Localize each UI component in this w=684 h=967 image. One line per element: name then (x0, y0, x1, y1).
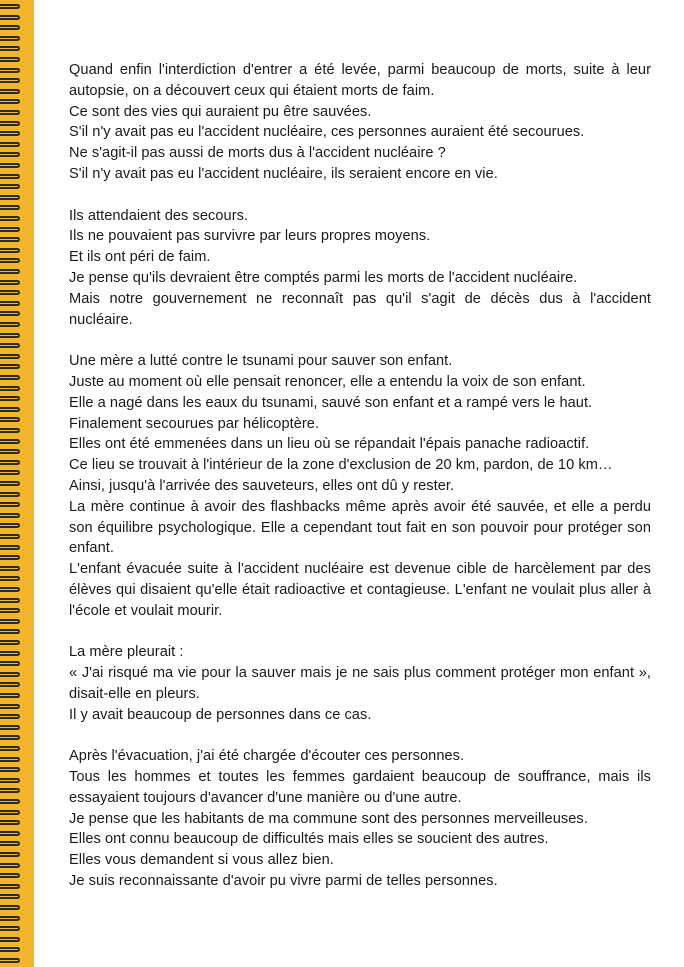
binding-coil (0, 174, 20, 179)
binding-coil (0, 184, 20, 189)
binding-coil (0, 237, 20, 242)
text-line: Elles ont connu beaucoup de difficultés mais elles se soucient des autres. (69, 831, 549, 848)
binding-coil (0, 46, 20, 51)
binding-coil (0, 269, 20, 274)
text-line: Ainsi, jusqu'à l'arrivée des sauveteurs, elles ont dû y rester. (69, 477, 455, 494)
binding-coil (0, 301, 20, 306)
binding-coil (0, 163, 20, 168)
binding-coil (0, 36, 20, 41)
binding-coil (0, 142, 20, 147)
text-line: Elles ont été emmenées dans un lieu où se répandait l'épais panache radioactif. (69, 436, 590, 453)
binding-coil (0, 322, 20, 327)
binding-coil (0, 799, 20, 804)
binding-coil (0, 746, 20, 751)
binding-coil (0, 682, 20, 687)
binding-coil (0, 195, 20, 200)
binding-coil (0, 725, 20, 730)
binding-coil (0, 131, 20, 136)
binding-coil (0, 407, 20, 412)
text-line: La mère continue à avoir des flashbacks même après avoir été sauvée, et elle a perdu son équilibre psychologique. Elle a cependant tout fait en son pouvoir pour protéger son enfant. (69, 498, 651, 557)
binding-coil (0, 555, 20, 560)
binding-coil (0, 778, 20, 783)
binding-coil (0, 481, 20, 486)
binding-coil (0, 598, 20, 603)
binding-coil (0, 863, 20, 868)
binding-coil (0, 311, 20, 316)
binding-coil (0, 152, 20, 157)
paragraph-2 (69, 206, 651, 331)
binding-coil (0, 545, 20, 550)
paragraph-4 (69, 642, 651, 725)
text-line: L'enfant évacuée suite à l'accident nucléaire est devenue cible de harcèlement par des élèves qui disaient qu'elle était radioactive et contagieuse. L'enfant ne voulait plus aller à l'école et voulait mourir. (69, 561, 651, 619)
text-line: Mais notre gouvernement ne reconnaît pas qu'il s'agit de décès dus à l'accident nucléaire. (69, 290, 651, 328)
binding-coil (0, 15, 20, 20)
binding-coil (0, 428, 20, 433)
binding-coil (0, 947, 20, 952)
binding-coil (0, 375, 20, 380)
binding-coil (0, 25, 20, 30)
binding-coil (0, 343, 20, 348)
binding-coil (0, 735, 20, 740)
binding-coil (0, 693, 20, 698)
text-line: Je suis reconnaissante d'avoir pu vivre parmi de telles personnes. (69, 873, 498, 890)
binding-coil (0, 714, 20, 719)
text-line: Tous les hommes et toutes les femmes gardaient beaucoup de souffrance, mais ils essayaient toujours d'avancer d'une manière ou d'une autre. (69, 769, 651, 806)
binding-coil (0, 417, 20, 422)
binding-coil (0, 958, 20, 963)
text-line: Quand enfin l'interdiction d'entrer a été levée, parmi beaucoup de morts, suite à leur autopsie, on a découvert ceux qui étaient morts de faim. (69, 62, 651, 99)
binding-coil (0, 523, 20, 528)
binding-coil (0, 205, 20, 210)
paragraph-5 (69, 746, 651, 892)
binding-coil (0, 280, 20, 285)
binding-coil (0, 460, 20, 465)
text-line: Elle a nagé dans les eaux du tsunami, sauvé son enfant et a rampé vers le haut. (69, 394, 593, 411)
binding-coil (0, 502, 20, 507)
binding-coil (0, 121, 20, 126)
binding-coil (0, 905, 20, 910)
binding-coil (0, 788, 20, 793)
binding-coil (0, 937, 20, 942)
paragraph-1 (69, 60, 651, 185)
text-line: Ils ne pouvaient pas survivre par leurs propres moyens. (69, 228, 431, 245)
binding-coil (0, 841, 20, 846)
paragraph-3 (69, 351, 651, 621)
binding-coil (0, 629, 20, 634)
binding-coil (0, 333, 20, 338)
document-body (69, 60, 651, 913)
binding-coil (0, 640, 20, 645)
binding-coil (0, 672, 20, 677)
spiral-binding (0, 0, 34, 967)
binding-coil (0, 566, 20, 571)
binding-coil (0, 290, 20, 295)
binding-coil (0, 99, 20, 104)
text-line: Et ils ont péri de faim. (69, 249, 211, 266)
text-line: S'il n'y avait pas eu l'accident nucléaire, ils seraient encore en vie. (69, 165, 498, 182)
text-line: Finalement secourues par hélicoptère. (69, 415, 320, 432)
binding-coil (0, 916, 20, 921)
binding-coil (0, 810, 20, 815)
text-line: S'il n'y avait pas eu l'accident nucléaire, ces personnes auraient été secourues. (69, 124, 585, 141)
binding-coil (0, 651, 20, 656)
binding-coil (0, 439, 20, 444)
text-line: « J'ai risqué ma vie pour la sauver mais je ne sais plus comment protéger mon enfant », disait-elle en pleurs. (69, 665, 651, 702)
binding-coil (0, 619, 20, 624)
binding-coil (0, 396, 20, 401)
text-line: Je pense que les habitants de ma commune sont des personnes merveilleuses. (69, 810, 588, 827)
binding-coil (0, 587, 20, 592)
binding-coil (0, 78, 20, 83)
binding-coil (0, 386, 20, 391)
binding-coil (0, 767, 20, 772)
binding-coil (0, 4, 20, 9)
binding-coil (0, 364, 20, 369)
binding-coil (0, 248, 20, 253)
binding-coil (0, 661, 20, 666)
binding-coil (0, 354, 20, 359)
binding-coil (0, 89, 20, 94)
binding-coil (0, 608, 20, 613)
binding-coil (0, 449, 20, 454)
text-line: Juste au moment où elle pensait renoncer, elle a entendu la voix de son enfant. (69, 373, 586, 390)
binding-coil (0, 57, 20, 62)
binding-coil (0, 492, 20, 497)
text-line: Ne s'agit-il pas aussi de morts dus à l'accident nucléaire ? (69, 145, 446, 162)
text-line: Ce lieu se trouvait à l'intérieur de la zone d'exclusion de 20 km, pardon, de 10 km… (69, 457, 613, 474)
binding-coil (0, 873, 20, 878)
binding-coil (0, 926, 20, 931)
binding-coil (0, 110, 20, 115)
text-line: Une mère a lutté contre le tsunami pour sauver son enfant. (69, 353, 453, 370)
text-line: Ce sont des vies qui auraient pu être sauvées. (69, 103, 372, 120)
binding-coil (0, 576, 20, 581)
binding-coil (0, 216, 20, 221)
binding-coil (0, 534, 20, 539)
text-line: Il y avait beaucoup de personnes dans ce cas. (69, 706, 372, 723)
binding-coil (0, 258, 20, 263)
binding-coil (0, 820, 20, 825)
binding-coil (0, 227, 20, 232)
text-line: La mère pleurait : (69, 644, 184, 661)
binding-coil (0, 894, 20, 899)
binding-coil (0, 757, 20, 762)
binding-coil (0, 68, 20, 73)
binding-coil (0, 704, 20, 709)
text-line: Elles vous demandent si vous allez bien. (69, 852, 334, 869)
text-line: Ils attendaient des secours. (69, 207, 249, 224)
binding-coil (0, 852, 20, 857)
text-line: Je pense qu'ils devraient être comptés parmi les morts de l'accident nucléaire. (69, 269, 578, 286)
binding-coil (0, 831, 20, 836)
text-line: Après l'évacuation, j'ai été chargée d'écouter ces personnes. (69, 748, 465, 765)
binding-coil (0, 884, 20, 889)
binding-coil (0, 470, 20, 475)
binding-coil (0, 513, 20, 518)
